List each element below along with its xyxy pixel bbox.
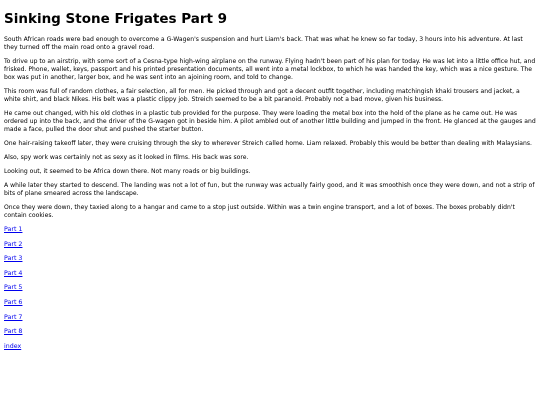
link-part-7[interactable]: Part 7 xyxy=(4,313,23,321)
link-part-5[interactable]: Part 5 xyxy=(4,284,23,292)
link-index[interactable]: index xyxy=(4,342,22,350)
link-part-2[interactable]: Part 2 xyxy=(4,240,23,248)
paragraph-2: To drive up to an airstrip, with some sort of a Cesna-type high-wing airplane on the runway. Flying hadn't been part of his plan for today. He was let into a little office hut, and frisked. Phone, wallet, keys, passport and his printed presentation documents, all went into a metal lockbox, to which he was handed the key, which was a nice gesture. The box was put in another, larger box, and he was sent into an ajoining room, and told to change. xyxy=(4,58,536,81)
paragraph-4: He came out changed, with his old clothes in a plastic tub provided for the purpose. They were loading the metal box into the hold of the plane as he came out. He was ordered up into the back, and the driver of the G-wagen got in beside him. A pilot ambled out of another little building and jumped in the front. He glanced at the gauges and made a face, pulled the door shut and pushed the starter button. xyxy=(4,110,536,133)
navigation-links xyxy=(4,226,536,351)
link-part-6[interactable]: Part 6 xyxy=(4,298,23,306)
paragraph-3: This room was full of random clothes, a fair selection, all for men. He picked through and got a decent outfit together, including matchingish khaki trousers and jacket, a white shirt, and black Nikes. His belt was a plastic clippy job. Streich seemed to be a bit paranoid. Probably not a bad move, given his business. xyxy=(4,88,520,103)
paragraph-1: South African roads were bad enough to overcome a G-Wagen's suspension and hurt Liam's back. That was what he knew so far today, 3 hours into his adventure. At last they turned off the main road onto a gravel road. xyxy=(4,36,523,51)
paragraph-6: Also, spy work was certainly not as sexy as it looked in films. His back was sore. xyxy=(4,154,249,161)
link-part-3[interactable]: Part 3 xyxy=(4,255,23,263)
story-body xyxy=(4,36,536,220)
paragraph-7: Looking out, it seemed to be Africa down there. Not many roads or big buildings. xyxy=(4,168,251,175)
paragraph-9: Once they were down, they taxied along to a hangar and came to a stop just outside. Within was a twin engine transport, and a lot of boxes. The boxes probably didn't contain cookies. xyxy=(4,204,515,219)
link-part-8[interactable]: Part 8 xyxy=(4,328,23,336)
link-part-1[interactable]: Part 1 xyxy=(4,226,23,233)
paragraph-5: One hair-raising takeoff later, they were cruising through the sky to wherever Streich called home. Liam relaxed. Probably this would be better than dealing with Malaysians. xyxy=(4,140,532,147)
paragraph-8: A while later they started to descend. The landing was not a lot of fun, but the runway was actually fairly good, and it was smoothish once they were down, and not a strip of bits of plane smeared across the landscape. xyxy=(4,182,535,197)
page-title: Sinking Stone Frigates Part 9 xyxy=(4,11,228,27)
link-part-4[interactable]: Part 4 xyxy=(4,269,23,277)
